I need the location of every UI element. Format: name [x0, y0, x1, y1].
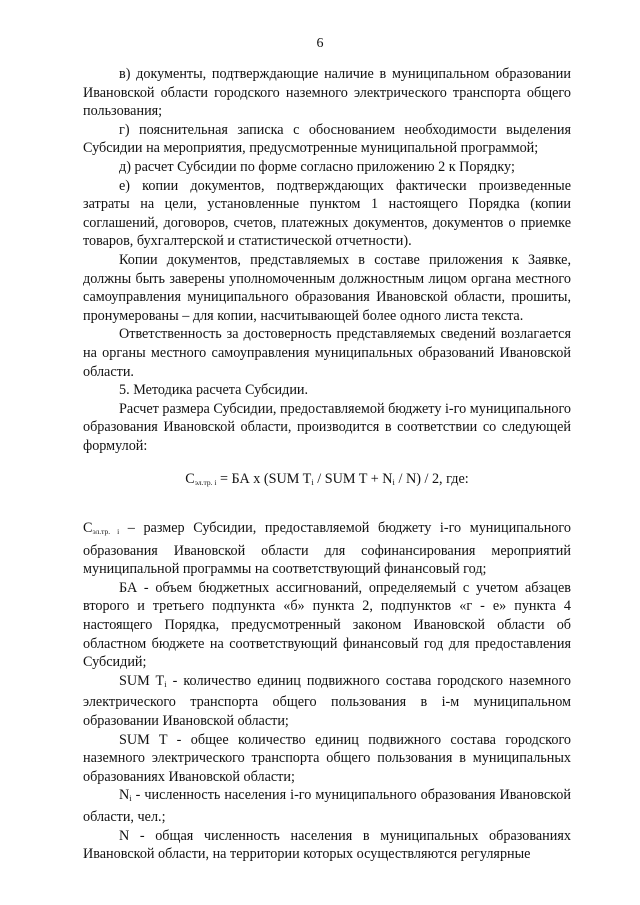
paragraph-item-v: в) документы, подтверждающие наличие в муниципальном образовании Ивановской области городского наземного электрического транспорта общего пользования; — [83, 66, 571, 120]
definition-sum-ti-text: - количество единиц подвижного состава городского наземного электрического транспорта общего пользования в i-м муниципальном образовании Ивановской области; — [83, 672, 571, 729]
definition-sum-t: SUM T - общее количество единиц подвижного состава городского наземного электрического транспорта общего пользования в муниципальных образованиях Ивановской области; — [83, 731, 571, 785]
definition-ni — [83, 786, 571, 826]
document-body — [83, 65, 571, 864]
formula-lhs: С — [185, 471, 195, 488]
formula-subscript-i-2: i — [392, 477, 395, 488]
page-number: 6 — [316, 36, 324, 51]
definition-c-symbol: С — [83, 520, 93, 537]
section-heading-5: 5. Методика расчета Субсидии. — [119, 382, 309, 399]
paragraph-calculation: Расчет размера Субсидии, предоставляемой бюджету i-го муниципального образования Ивановской области, производится в соответствии со следующей формулой: — [83, 400, 571, 454]
formula-part-1: = БА x (SUM T — [216, 471, 312, 488]
definition-ni-symbol: N — [119, 787, 130, 804]
formula-part-2: / SUM T + N — [313, 471, 393, 488]
paragraph-item-g: г) пояснительная записка с обоснованием необходимости выделения Субсидии на мероприятия, предусмотренные муниципальной программой; — [83, 121, 571, 157]
subsidy-formula — [83, 470, 571, 493]
formula-lhs-subscript: эл.тр. i — [194, 478, 217, 488]
definition-ni-subscript: i — [129, 793, 132, 804]
definition-ni-text: - численность населения i-го муниципального образования Ивановской области, чел.; — [83, 787, 571, 825]
definition-c — [83, 519, 571, 579]
definition-n: N - общая численность населения в муниципальных образованиях Ивановской области, на территории которых осуществляются регулярные — [83, 827, 571, 863]
formula-tail: / N) / 2, где: — [394, 471, 469, 488]
paragraph-copies: Копии документов, представляемых в составе приложения к Заявке, должны быть заверены уполномоченным должностным лицом органа местного самоуправления муниципального образования Ивановской области, прошиты, пронумерованы – для копии, насчитывающей более одного листа текста. — [83, 251, 571, 324]
definition-c-text: – размер Субсидии, предоставляемой бюджету i-го муниципального образования Ивановской области для софинансирования мероприятий муниципальной программы на соответствующий финансовый год; — [83, 520, 571, 578]
definition-ba: БА - объем бюджетных ассигнований, определяемый с учетом абзацев второго и третьего подпункта «б» пункта 2, подпунктов «г - е» пункта 4 настоящего Порядка, предусмотренный законом Ивановской области об областном бюджете на соответствующий финансовый год для предоставления Субсидий; — [83, 579, 571, 671]
definition-sum-ti-subscript: i — [164, 678, 167, 689]
definition-sum-ti-symbol: SUM T — [119, 672, 165, 689]
paragraph-item-d: д) расчет Субсидии по форме согласно приложению 2 к Порядку; — [119, 158, 515, 175]
paragraph-item-e: е) копии документов, подтверждающих фактически произведенные затраты на цели, установленные пунктом 1 настоящего Порядка (копии соглашений, договоров, счетов, платежных документов, документов о приемке товаров, бухгалтерской и статистической отчетности). — [83, 177, 571, 250]
formula-subscript-i-1: i — [311, 477, 314, 488]
definition-sum-ti — [83, 672, 571, 731]
definition-c-subscript: эл.тр. i — [92, 527, 120, 537]
paragraph-responsibility: Ответственность за достоверность представляемых сведений возлагается на органы местного самоуправления муниципальных образований Ивановской области. — [83, 326, 571, 380]
